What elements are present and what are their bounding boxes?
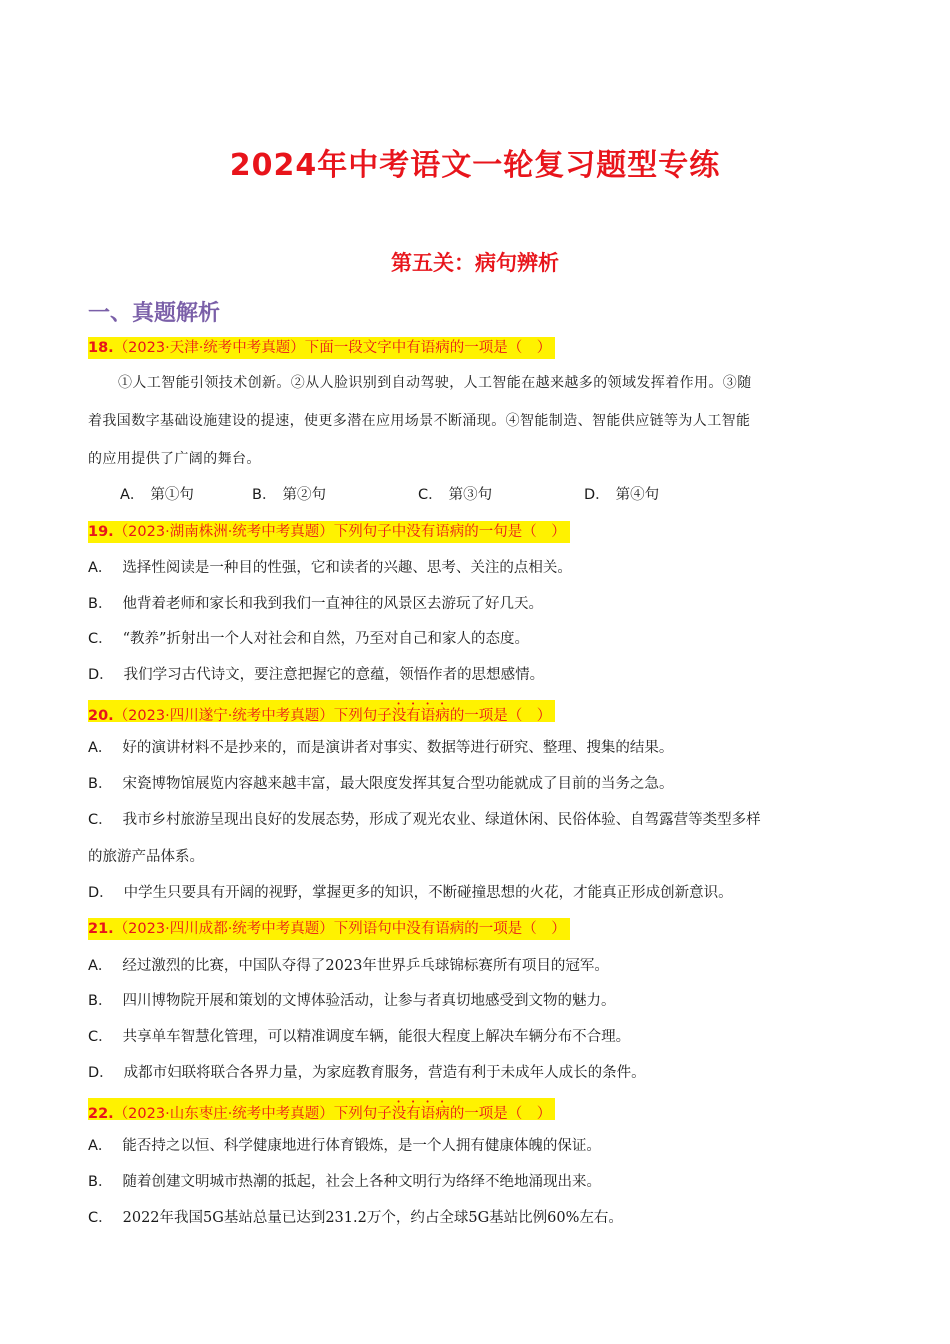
option-b[interactable]: B． 随着创建文明城市热潮的抵起，社会上各种文明行为络绎不绝地涌现出来。 xyxy=(88,1174,601,1190)
emphasis-dots: 没有语病 xyxy=(391,1106,450,1122)
question-19-heading xyxy=(88,521,570,543)
question-21-heading xyxy=(88,918,570,940)
document-title: 2024年中考语文一轮复习题型专练 xyxy=(229,148,721,183)
option-c[interactable]: C． 共享单车智慧化管理，可以精准调度车辆，能很大程度上解决车辆分布不合理。 xyxy=(88,1029,631,1045)
option-c[interactable]: C． “教养”折射出一个人对社会和自然，乃至对自己和家人的态度。 xyxy=(88,631,529,647)
question-number: 22. xyxy=(88,1106,114,1122)
passage-line: 的应用提供了广阔的舞台。 xyxy=(88,451,261,467)
emphasis-dots: 没有语病 xyxy=(391,708,450,724)
option-a[interactable]: A． 经过激烈的比赛，中国队夺得了2023年世界乒乓球锦标赛所有项目的冠军。 xyxy=(88,958,609,974)
option-a[interactable]: A． 选择性阅读是一种目的性强，它和读者的兴趣、思考、关注的点相关。 xyxy=(88,560,572,576)
option-b[interactable]: B． 四川博物院开展和策划的文博体验活动，让参与者真切地感受到文物的魅力。 xyxy=(88,993,616,1009)
option-c[interactable]: C． 我市乡村旅游呈现出良好的发展态势，形成了观光农业、绿道休闲、民俗体验、自驾露营等类型多样 xyxy=(88,812,761,828)
document-subtitle: 第五关：病句辨析 xyxy=(391,251,559,275)
question-number: 19. xyxy=(88,524,114,540)
question-stem: （2023·天津·统考中考真题）下面一段文字中有语病的一项是（ ） xyxy=(113,340,552,356)
option-c[interactable]: C． 2022年我国5G基站总量已达到231.2万个，约占全球5G基站比例60%左右。 xyxy=(88,1210,623,1226)
option-b[interactable]: B． 第②句 xyxy=(252,487,326,503)
option-c[interactable]: C． 第③句 xyxy=(418,487,493,503)
question-stem: （2023·四川成都·统考中考真题）下列语句中没有语病的一项是（ ） xyxy=(113,921,566,937)
question-stem: （2023·湖南株洲·统考中考真题）下列句子中没有语病的一句是（ ） xyxy=(113,524,566,540)
option-b[interactable]: B． 他背着老师和家长和我到我们一直神往的风景区去游玩了好几天。 xyxy=(88,596,543,612)
option-c-continued: 的旅游产品体系。 xyxy=(88,849,204,865)
question-number: 20. xyxy=(88,708,114,724)
section-heading: 一、真题解析 xyxy=(88,301,221,326)
passage-line: 着我国数字基础设施建设的提速，使更多潜在应用场景不断涌现。④智能制造、智能供应链等为人工智能 xyxy=(88,413,751,429)
option-d[interactable]: D． 第④句 xyxy=(584,487,660,503)
question-number: 21. xyxy=(88,921,114,937)
option-a[interactable]: A． 好的演讲材料不是抄来的，而是演讲者对事实、数据等进行研究、整理、搜集的结果。 xyxy=(88,740,674,756)
passage-line: ①人工智能引领技术创新。②从人脸识别到自动驾驶，人工智能在越来越多的领域发挥着作用。③随 xyxy=(118,375,752,391)
option-d[interactable]: D． 中学生只要具有开阔的视野，掌握更多的知识，不断碰撞思想的火花，才能真正形成创新意识。 xyxy=(88,885,733,901)
option-a[interactable]: A． 能否持之以恒、科学健康地进行体育锻炼，是一个人拥有健康体魄的保证。 xyxy=(88,1138,601,1154)
question-18-heading xyxy=(88,337,555,359)
option-a[interactable]: A． 第①句 xyxy=(120,487,194,503)
option-d[interactable]: D． 我们学习古代诗文，要注意把握它的意蕴，领悟作者的思想感情。 xyxy=(88,667,545,683)
option-b[interactable]: B． 宋瓷博物馆展览内容越来越丰富，最大限度发挥其复合型功能就成了目前的当务之急。 xyxy=(88,776,674,792)
question-22-heading: 22.（2023·山东枣庄·统考中考真题）下列句子没有语病的一项是（ ） xyxy=(88,1098,555,1120)
option-d[interactable]: D． 成都市妇联将联合各界力量，为家庭教育服务，营造有利于未成年人成长的条件。 xyxy=(88,1065,646,1081)
question-number: 18. xyxy=(88,340,114,356)
question-20-heading: 20.（2023·四川遂宁·统考中考真题）下列句子没有语病的一项是（ ） xyxy=(88,700,555,722)
